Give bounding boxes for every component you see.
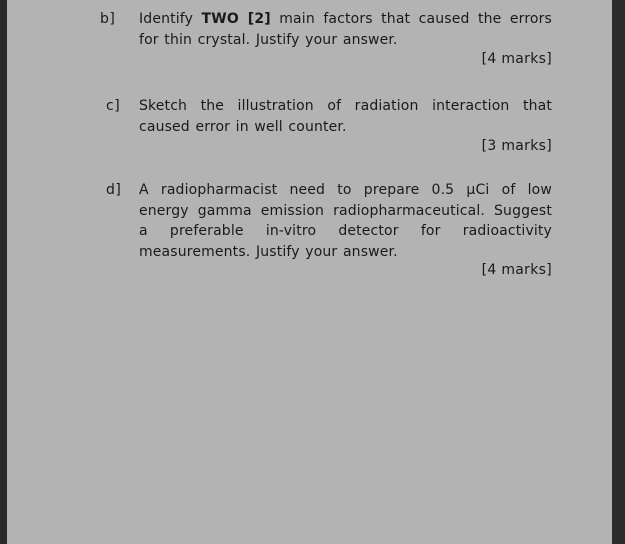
question-letter: d] — [106, 182, 122, 198]
right-border — [612, 0, 625, 544]
marks-label: [4 marks] — [481, 262, 552, 278]
left-border — [0, 0, 7, 544]
question-text-part: main factors that caused the errors for thin crystal. Justify your answer. — [139, 11, 552, 48]
question-text — [139, 9, 552, 50]
question-text: Sketch the illustration of radiation interaction that caused error in well counter. — [139, 98, 552, 135]
marks-label: [3 marks] — [481, 138, 552, 154]
question-text-part: Identify — [139, 11, 202, 27]
question-letter: c] — [106, 98, 121, 114]
marks-label: [4 marks] — [481, 51, 552, 67]
question-letter: b] — [100, 11, 116, 27]
question-text: A radiopharmacist need to prepare 0.5 µCi of low energy gamma emission radiopharmaceutical. Suggest a preferable in-vitro detector for radioactivity measurements. Justify your answer. — [139, 182, 552, 260]
question-text-emphasis: TWO [2] — [201, 11, 271, 27]
